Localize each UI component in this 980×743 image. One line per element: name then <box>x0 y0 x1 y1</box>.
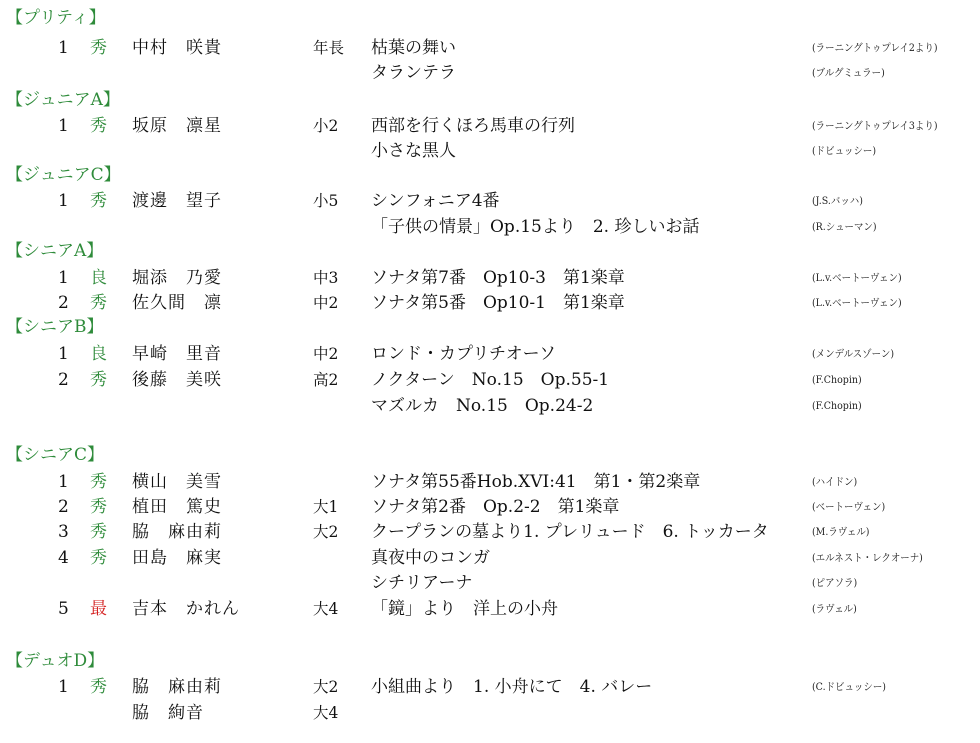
performer-name: 佐久間 凛 <box>132 293 222 313</box>
school-year: 高2 <box>313 371 339 389</box>
composer-note: (ブルグミュラー) <box>812 67 885 79</box>
entry-row <box>0 596 980 622</box>
category-title: 【ジュニアC】 <box>6 165 121 185</box>
composer-note: (ラーニングトゥプレイ2より) <box>812 42 938 54</box>
category-header <box>0 162 980 188</box>
piece-title: ノクターン No.15 Op.55-1 <box>371 370 610 390</box>
performer-name: 脇 麻由莉 <box>132 522 222 542</box>
entry-number: 2 <box>58 293 69 313</box>
category-header <box>0 442 980 468</box>
piece-title: タランテラ <box>371 63 456 83</box>
grade-mark: 秀 <box>90 677 107 697</box>
entry-row <box>0 469 980 495</box>
school-year: 小2 <box>313 117 339 135</box>
composer-note: (F.Chopin) <box>812 374 862 386</box>
performer-name: 横山 美雪 <box>132 472 222 492</box>
entry-number: 1 <box>58 268 69 288</box>
category-header <box>0 5 980 31</box>
entry-row <box>0 35 980 61</box>
grade-mark: 良 <box>90 268 107 288</box>
grade-mark: 良 <box>90 344 107 364</box>
performer-name: 脇 麻由莉 <box>132 677 222 697</box>
performer-name: 早崎 里音 <box>132 344 222 364</box>
piece-title: 「鏡」より 洋上の小舟 <box>371 599 558 619</box>
composer-note: (R.シューマン) <box>812 221 877 233</box>
piece-title: シチリアーナ <box>371 573 473 593</box>
school-year: 大2 <box>313 678 339 696</box>
entry-row <box>0 494 980 520</box>
category-title: 【デュオD】 <box>6 651 105 671</box>
school-year: 大2 <box>313 523 339 541</box>
school-year: 小5 <box>313 192 339 210</box>
grade-mark: 秀 <box>90 497 107 517</box>
entry-row <box>0 570 980 596</box>
entry-number: 3 <box>58 522 69 542</box>
entry-number: 2 <box>58 370 69 390</box>
entry-row <box>0 188 980 214</box>
school-year: 中3 <box>313 269 339 287</box>
performer-name: 田島 麻実 <box>132 548 222 568</box>
composer-note: (ベートーヴェン) <box>812 501 886 513</box>
category-header <box>0 87 980 113</box>
performer-name: 渡邊 望子 <box>132 191 222 211</box>
composer-note: (L.v.ベートーヴェン) <box>812 272 902 284</box>
grade-mark: 秀 <box>90 293 107 313</box>
composer-note: (ドビュッシー) <box>812 145 877 157</box>
composer-note: (L.v.ベートーヴェン) <box>812 297 902 309</box>
entry-row <box>0 341 980 367</box>
grade-mark: 秀 <box>90 116 107 136</box>
piece-title: クープランの墓より1. プレリュード 6. トッカータ <box>371 522 769 542</box>
composer-note: (エルネスト・レクオーナ) <box>812 552 923 564</box>
entry-number: 2 <box>58 497 69 517</box>
grade-mark: 最 <box>90 599 107 619</box>
piece-title: ソナタ第2番 Op.2-2 第1楽章 <box>371 497 620 517</box>
category-title: 【シニアB】 <box>6 317 104 337</box>
grade-mark: 秀 <box>90 548 107 568</box>
piece-title: 枯葉の舞い <box>371 38 456 58</box>
category-header <box>0 238 980 264</box>
entry-row <box>0 290 980 316</box>
entry-row <box>0 519 980 545</box>
piece-title: マズルカ No.15 Op.24-2 <box>371 396 594 416</box>
entry-row <box>0 214 980 240</box>
performer-name: 植田 篤史 <box>132 497 222 517</box>
entry-number: 1 <box>58 677 69 697</box>
category-title: 【シニアA】 <box>6 241 104 261</box>
piece-title: 小さな黒人 <box>371 141 456 161</box>
composer-note: (J.S.バッハ) <box>812 195 863 207</box>
entry-row <box>0 138 980 164</box>
piece-title: ソナタ第5番 Op10-1 第1楽章 <box>371 293 625 313</box>
grade-mark: 秀 <box>90 38 107 58</box>
entry-number: 1 <box>58 191 69 211</box>
grade-mark: 秀 <box>90 191 107 211</box>
entry-row <box>0 674 980 700</box>
entry-row <box>0 545 980 571</box>
entry-row <box>0 113 980 139</box>
piece-title: 小組曲より 1. 小舟にて 4. バレー <box>371 677 653 697</box>
school-year: 中2 <box>313 294 339 312</box>
category-title: 【プリティ】 <box>6 8 106 28</box>
grade-mark: 秀 <box>90 472 107 492</box>
composer-note: (ハイドン) <box>812 476 858 488</box>
piece-title: ロンド・カプリチオーソ <box>371 344 556 364</box>
entry-number: 1 <box>58 472 69 492</box>
piece-title: ソナタ第7番 Op10-3 第1楽章 <box>371 268 625 288</box>
entry-row <box>0 265 980 291</box>
category-header <box>0 314 980 340</box>
performer-name: 中村 咲貴 <box>132 38 222 58</box>
composer-note: (C.ドビュッシー) <box>812 681 886 693</box>
piece-title: 西部を行くほろ馬車の行列 <box>371 116 575 136</box>
category-title: 【ジュニアA】 <box>6 90 120 110</box>
entry-number: 1 <box>58 344 69 364</box>
piece-title: シンフォニア4番 <box>371 191 500 211</box>
piece-title: 真夜中のコンガ <box>371 548 490 568</box>
entry-row <box>0 700 980 726</box>
entry-row <box>0 60 980 86</box>
performer-name: 脇 絢音 <box>132 703 204 723</box>
category-title: 【シニアC】 <box>6 445 105 465</box>
performer-name: 堀添 乃愛 <box>132 268 222 288</box>
composer-note: (F.Chopin) <box>812 400 862 412</box>
performer-name: 坂原 凛星 <box>132 116 222 136</box>
composer-note: (ピアソラ) <box>812 577 858 589</box>
entry-row <box>0 367 980 393</box>
grade-mark: 秀 <box>90 522 107 542</box>
performer-name: 後藤 美咲 <box>132 370 222 390</box>
composer-note: (ラヴェル) <box>812 603 857 615</box>
entry-number: 1 <box>58 116 69 136</box>
entry-number: 5 <box>58 599 69 619</box>
entry-number: 1 <box>58 38 69 58</box>
school-year: 大1 <box>313 498 339 516</box>
school-year: 大4 <box>313 704 339 722</box>
category-header <box>0 648 980 674</box>
school-year: 大4 <box>313 600 339 618</box>
school-year: 年長 <box>313 39 345 57</box>
piece-title: 「子供の情景」Op.15より 2. 珍しいお話 <box>371 217 700 237</box>
composer-note: (M.ラヴェル) <box>812 526 870 538</box>
entry-number: 4 <box>58 548 69 568</box>
composer-note: (メンデルスゾーン) <box>812 348 895 360</box>
composer-note: (ラーニングトゥプレイ3より) <box>812 120 938 132</box>
entry-row <box>0 393 980 419</box>
school-year: 中2 <box>313 345 339 363</box>
performer-name: 吉本 かれん <box>132 599 240 619</box>
piece-title: ソナタ第55番Hob.XVI:41 第1・第2楽章 <box>371 472 701 492</box>
grade-mark: 秀 <box>90 370 107 390</box>
